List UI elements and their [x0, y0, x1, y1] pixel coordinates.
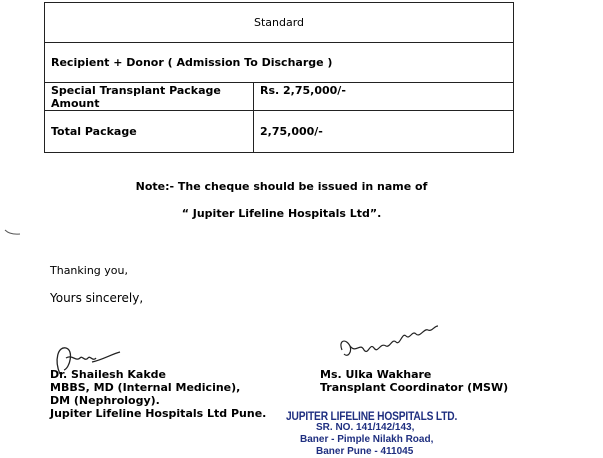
stamp-line-2: SR. NO. 141/142/143,	[316, 422, 415, 433]
stamp-line-4: Baner Pune - 411045	[316, 446, 414, 457]
right-signatory-name: Ms. Ulka Wakhare	[320, 368, 432, 381]
stamp-line-3: Baner - Pimple Nilakh Road,	[300, 434, 434, 445]
left-signatory-block	[50, 368, 266, 420]
thanks-text: Thanking you,	[50, 264, 128, 277]
package-table	[44, 2, 514, 153]
left-signatory-organization: Jupiter Lifeline Hospitals Ltd Pune.	[50, 407, 267, 420]
note-line-1: Note:- The cheque should be issued in name of	[135, 180, 428, 193]
row-value: Rs. 2,75,000/-	[254, 83, 514, 111]
table-row	[45, 83, 514, 111]
left-signatory-qualification-1: MBBS, MD (Internal Medicine),	[50, 381, 241, 394]
stamp-line-1: JUPITER LIFELINE HOSPITALS LTD.	[286, 409, 458, 423]
right-signatory-block	[320, 368, 508, 394]
right-signatory-title: Transplant Coordinator (MSW)	[320, 381, 509, 394]
table-row	[45, 111, 514, 153]
table-header: Standard	[45, 3, 514, 43]
signature-right	[336, 320, 446, 370]
row-label: Total Package	[45, 111, 254, 153]
stray-mark	[4, 222, 22, 232]
note-line-2: “ Jupiter Lifeline Hospitals Ltd”.	[181, 207, 382, 220]
table-section-title: Recipient + Donor ( Admission To Discharge )	[45, 43, 514, 83]
row-value: 2,75,000/-	[254, 111, 514, 153]
row-label: Special Transplant Package Amount	[45, 83, 254, 111]
left-signatory-name: Dr. Shailesh Kakde	[50, 368, 166, 381]
left-signatory-qualification-2: DM (Nephrology).	[50, 394, 160, 407]
hospital-stamp	[286, 410, 496, 458]
regards-text: Yours sincerely,	[50, 291, 144, 305]
